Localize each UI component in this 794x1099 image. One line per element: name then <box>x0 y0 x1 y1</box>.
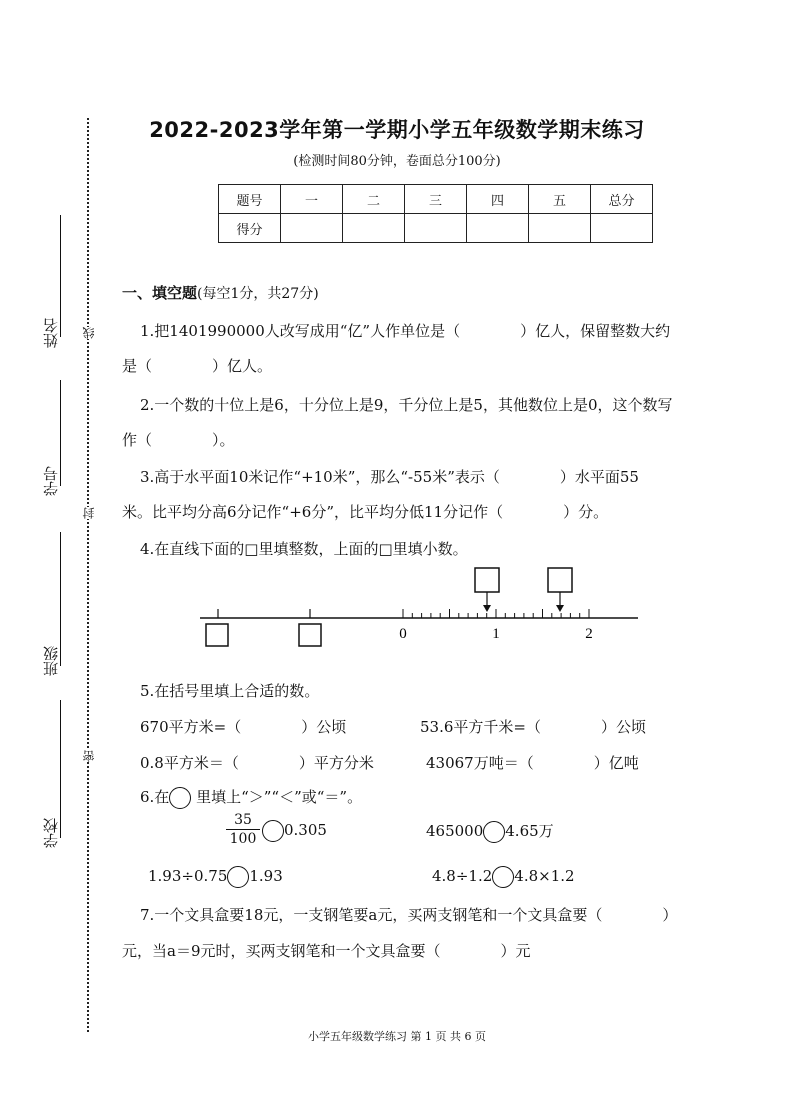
question-1-line-2: 是（ ）亿人。 <box>122 357 273 375</box>
score-input-cell[interactable] <box>405 214 467 243</box>
question-6-suffix: 里填上“＞”“＜”或“＝”。 <box>191 788 363 806</box>
score-cell: 四 <box>467 185 529 214</box>
school-label: 学校 <box>42 818 60 848</box>
score-input-cell[interactable] <box>591 214 653 243</box>
name-field[interactable] <box>60 215 61 337</box>
score-table-score-row <box>219 214 653 243</box>
comparison-circle-input[interactable] <box>483 821 505 843</box>
comparison-circle-input[interactable] <box>227 866 249 888</box>
question-6-item-4: 4.8÷1.2 4.8×1.2 <box>432 866 575 888</box>
seal-char-mi: 密 <box>82 750 96 762</box>
student-id-label: 学号 <box>42 466 60 496</box>
question-3-line-1: 3.高于水平面10米记作“+10米”，那么“-55米”表示（ ）水平面55 <box>140 468 639 486</box>
score-cell: 二 <box>343 185 405 214</box>
page-footer: 小学五年级数学练习 第 1 页 共 6 页 <box>308 1030 486 1043</box>
question-4: 4.在直线下面的□里填整数，上面的□里填小数。 <box>140 540 468 558</box>
comparison-circle-input[interactable] <box>492 866 514 888</box>
class-field[interactable] <box>60 532 61 666</box>
question-6 <box>140 786 362 809</box>
question-6-item-3: 1.93÷0.75 1.93 <box>148 866 283 888</box>
question-5-item-2: 53.6平方千米=（ ）公顷 <box>420 718 646 736</box>
integer-answer-box <box>206 624 228 646</box>
score-cell: 五 <box>529 185 591 214</box>
score-table-header-row <box>219 185 653 214</box>
question-2-line-2: 作（ ）。 <box>122 431 235 449</box>
student-id-field[interactable] <box>60 380 61 486</box>
question-5-item-1: 670平方米=（ ）公顷 <box>140 718 347 736</box>
question-6-item-1: 0.305 <box>262 820 327 842</box>
fraction-denominator: 100 <box>229 831 257 847</box>
arrow-head <box>556 605 564 612</box>
number-line-label: 2 <box>585 626 593 642</box>
fraction-numerator: 35 <box>226 812 260 830</box>
minor-ticks <box>403 609 589 618</box>
question-5-item-3: 0.8平方米＝（ ）平方分米 <box>140 754 374 772</box>
seal-char-xian: 线 <box>82 327 96 339</box>
score-cell: 总分 <box>591 185 653 214</box>
score-cell: 得分 <box>219 214 281 243</box>
seal-char-feng: 封 <box>82 507 96 519</box>
question-7-line-2: 元，当a＝9元时，买两支钢笔和一个文具盒要（ ）元 <box>122 942 531 960</box>
comparison-circle-icon <box>169 787 191 809</box>
integer-answer-box <box>299 624 321 646</box>
score-cell: 一 <box>281 185 343 214</box>
number-line-label: 1 <box>492 626 500 642</box>
question-3-line-2: 米。比平均分高6分记作“+6分”，比平均分低11分记作（ ）分。 <box>122 503 609 521</box>
question-7-line-1: 7.一个文具盒要18元，一支钢笔要a元，买两支钢笔和一个文具盒要（ ） <box>140 906 678 924</box>
decimal-answer-box <box>548 568 572 592</box>
arrow-head <box>483 605 491 612</box>
name-label: 姓名 <box>42 318 60 348</box>
question-5-item-4: 43067万吨＝（ ）亿吨 <box>426 754 639 772</box>
score-cell: 题号 <box>219 185 281 214</box>
score-input-cell[interactable] <box>343 214 405 243</box>
score-table <box>218 184 653 243</box>
question-1-line-1: 1.把1401990000人改写成用“亿”人作单位是（ ）亿人，保留整数大约 <box>140 322 671 340</box>
section-title: 一、填空题 <box>122 284 198 302</box>
question-2-line-1: 2.一个数的十位上是6，十分位上是9，千分位上是5，其他数位上是0，这个数写 <box>140 396 673 414</box>
score-input-cell[interactable] <box>281 214 343 243</box>
question-6-prefix: 6.在 <box>140 788 170 806</box>
school-field[interactable] <box>60 700 61 838</box>
question-6-item-2: 465000 4.65万 <box>426 820 554 843</box>
page-title: 2022-2023学年第一学期小学五年级数学期末练习 <box>149 118 645 142</box>
section-note: (每空1分，共27分) <box>197 286 319 302</box>
page-subtitle: (检测时间80分钟，卷面总分100分) <box>293 154 501 169</box>
binding-dotted-line <box>87 118 89 1032</box>
fraction <box>226 812 260 847</box>
score-input-cell[interactable] <box>467 214 529 243</box>
decimal-answer-box <box>475 568 499 592</box>
comparison-circle-input[interactable] <box>262 820 284 842</box>
score-cell: 三 <box>405 185 467 214</box>
number-line-figure <box>190 562 650 652</box>
number-line-label: 0 <box>399 626 407 642</box>
section-heading <box>122 282 319 303</box>
question-5: 5.在括号里填上合适的数。 <box>140 682 320 700</box>
class-label: 班级 <box>42 646 60 676</box>
score-input-cell[interactable] <box>529 214 591 243</box>
